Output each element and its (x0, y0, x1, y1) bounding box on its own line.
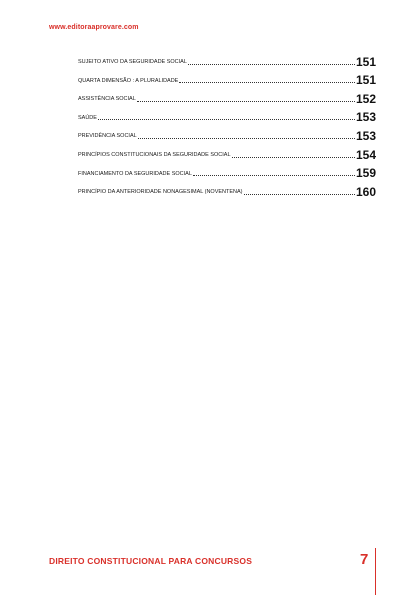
toc-entry (78, 105, 376, 124)
toc-entry-title: SUJEITO ATIVO DA SEGURIDADE SOCIAL (78, 59, 187, 66)
toc-entry (78, 123, 376, 142)
site-url: www.editoraaprovare.com (49, 24, 139, 31)
toc-entry-page: 154 (355, 147, 376, 162)
toc-entry-page: 151 (355, 73, 376, 88)
toc-entry-title: QUARTA DIMENSÃO : A PLURALIDADE (78, 77, 179, 84)
toc-dot-leader (188, 64, 355, 65)
toc-entry (78, 86, 376, 105)
toc-dot-leader (137, 101, 355, 102)
footer-page-number: 7 (360, 551, 369, 568)
table-of-contents (78, 49, 376, 198)
toc-entry-page: 160 (355, 184, 376, 199)
toc-entry-title: SAÚDE (78, 114, 97, 121)
footer-book-title: DIREITO CONSTITUCIONAL PARA CONCURSOS (49, 556, 253, 566)
toc-entry-page: 159 (355, 166, 376, 181)
toc-entry-title: FINANCIAMENTO DA SEGURIDADE SOCIAL (78, 170, 192, 177)
toc-entry-title: ASSISTÊNCIA SOCIAL (78, 96, 136, 103)
footer-divider (375, 548, 376, 595)
toc-entry-page: 153 (355, 128, 376, 143)
toc-dot-leader (244, 194, 355, 195)
toc-dot-leader (193, 175, 355, 176)
toc-entry-page: 151 (355, 54, 376, 69)
toc-entry-page: 152 (355, 91, 376, 106)
toc-dot-leader (138, 138, 355, 139)
toc-entry (78, 49, 376, 68)
toc-dot-leader (98, 119, 355, 120)
toc-entry (78, 179, 376, 198)
toc-dot-leader (232, 157, 355, 158)
toc-entry-title: PRINCÍPIOS CONSTITUCIONAIS DA SEGURIDADE SOCIAL (78, 152, 231, 159)
toc-entry (78, 68, 376, 87)
toc-entry (78, 161, 376, 180)
toc-entry-title: PREVIDÊNCIA SOCIAL (78, 133, 137, 140)
toc-entry-title: PRINCÍPIO DA ANTERIORIDADE NONAGESIMAL (NOVENTENA) (78, 189, 243, 196)
toc-entry (78, 142, 376, 161)
toc-entry-page: 153 (355, 110, 376, 125)
toc-dot-leader (179, 82, 355, 83)
